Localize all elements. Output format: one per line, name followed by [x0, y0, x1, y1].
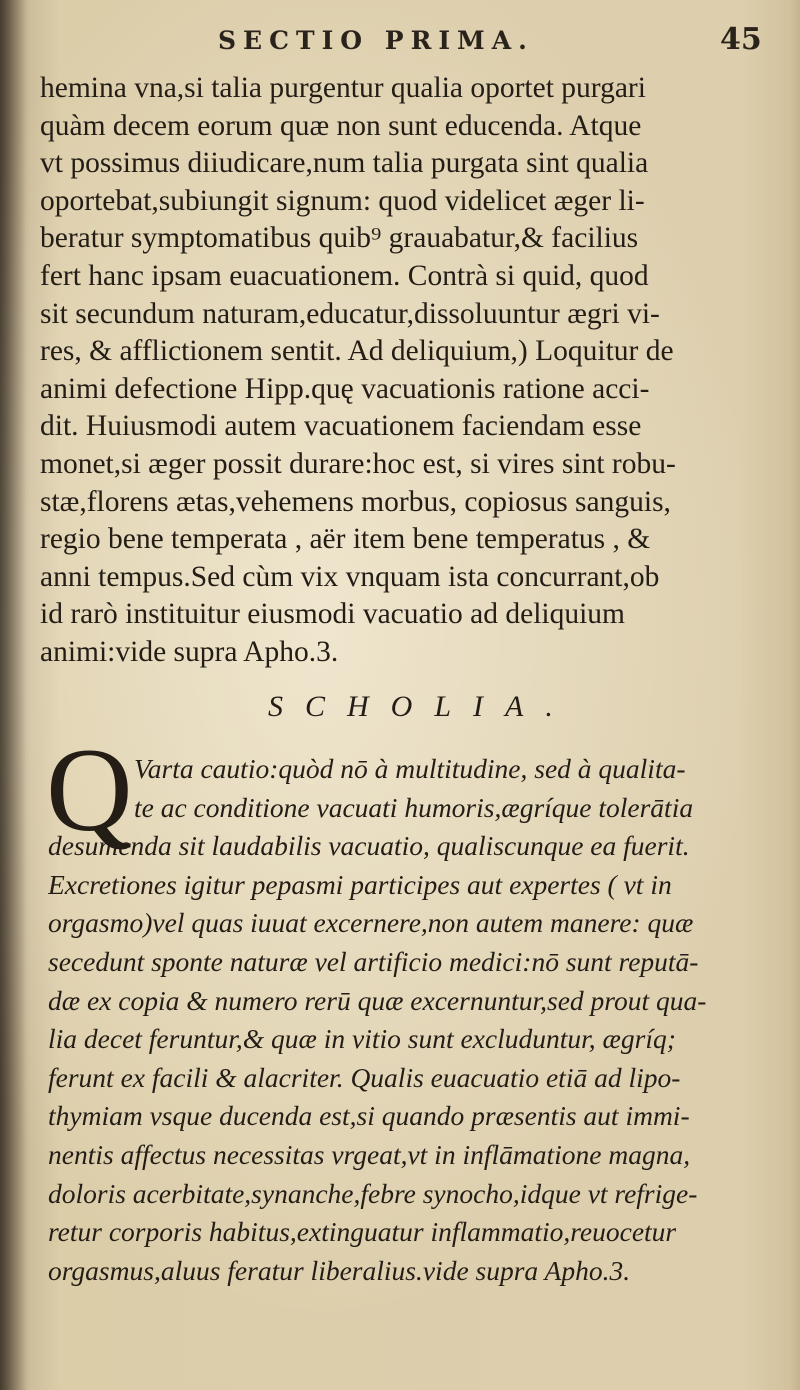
text-line: monet,si æger possit durare:hoc est, si vires sint robu- [40, 447, 676, 480]
text-line: dæ ex copia & numero rerū quæ excernuntur,sed prout qua- [48, 984, 707, 1016]
text-line: stæ,florens ætas,vehemens morbus, copiosus sanguis, [40, 485, 671, 518]
text-line: secedunt sponte naturæ vel artificio medici:nō sunt reputā- [48, 945, 699, 977]
text-line: id rarò instituitur eiusmodi vacuatio ad deliquium [40, 598, 625, 631]
text-line: fert hanc ipsam euacuationem. Contrà si quid, quod [40, 259, 649, 292]
text-line: beratur symptomatibus quib⁹ grauabatur,& facilius [40, 222, 639, 255]
text-line: vt possimus diiudicare,num talia purgata sint qualia [40, 147, 649, 180]
drop-cap-initial: Q [46, 723, 133, 856]
text-line: Excretiones igitur pepasmi participes aut expertes ( vt in [48, 868, 672, 900]
scholia-heading: SCHOLIA. [268, 690, 575, 723]
text-line: nentis affectus necessitas vrgeat,vt in inflāmatione magna, [48, 1138, 691, 1170]
text-line: dit. Huiusmodi autem vacuationem faciendam esse [40, 410, 642, 443]
text-line: orgasmo)vel quas iuuat excernere,non autem manere: quæ [48, 907, 694, 939]
text-line: oportebat,subiungit signum: quod videlicet æger li- [40, 184, 645, 217]
text-line: hemina vna,si talia purgentur qualia oportet purgari [40, 72, 646, 104]
text-line: animi defectione Hipp.quę vacuationis ratione acci- [40, 372, 650, 405]
running-head: SECTIO PRIMA. [218, 26, 534, 55]
text-line: regio bene temperata , aër item bene temperatus , & [40, 523, 651, 556]
page-binding-shadow [0, 0, 26, 1390]
text-line: Varta cautio:quòd nō à multitudine, sed à qualita- [134, 753, 686, 784]
text-line: animi:vide supra Apho.3. [40, 635, 339, 668]
text-line: retur corporis habitus,extinguatur inflammatio,reuocetur [48, 1216, 677, 1248]
page-number: 45 [720, 22, 762, 57]
text-line: thymiam vsque ducenda est,si quando præsentis aut immi- [48, 1100, 690, 1132]
scholia-text [48, 750, 778, 1290]
text-line: anni tempus.Sed cùm vix vnquam ista concurrant,ob [40, 560, 660, 593]
text-line: quàm decem eorum quæ non sunt educenda. Atque [40, 109, 642, 142]
text-line: doloris acerbitate,synanche,febre synocho,idque vt refrige- [48, 1177, 698, 1209]
text-line: ferunt ex facili & alacriter. Qualis euacuatio etiā ad lipo- [48, 1061, 681, 1093]
text-line: orgasmus,aluus feratur liberalius.vide supra Apho.3. [48, 1254, 631, 1286]
commentary-text [40, 70, 775, 672]
text-line: desumenda sit laudabilis vacuatio, qualiscunque ea fuerit. [48, 830, 690, 862]
text-line: lia decet feruntur,& quæ in vitio sunt excluduntur, ægríq; [48, 1023, 676, 1055]
text-line: te ac conditione vacuati humoris,ægríque tolerātia [134, 791, 694, 823]
text-line: res, & afflictionem sentit. Ad deliquium,) Loquitur de [40, 335, 674, 368]
text-line: sit secundum naturam,educatur,dissoluuntur ægri vi- [40, 297, 660, 330]
